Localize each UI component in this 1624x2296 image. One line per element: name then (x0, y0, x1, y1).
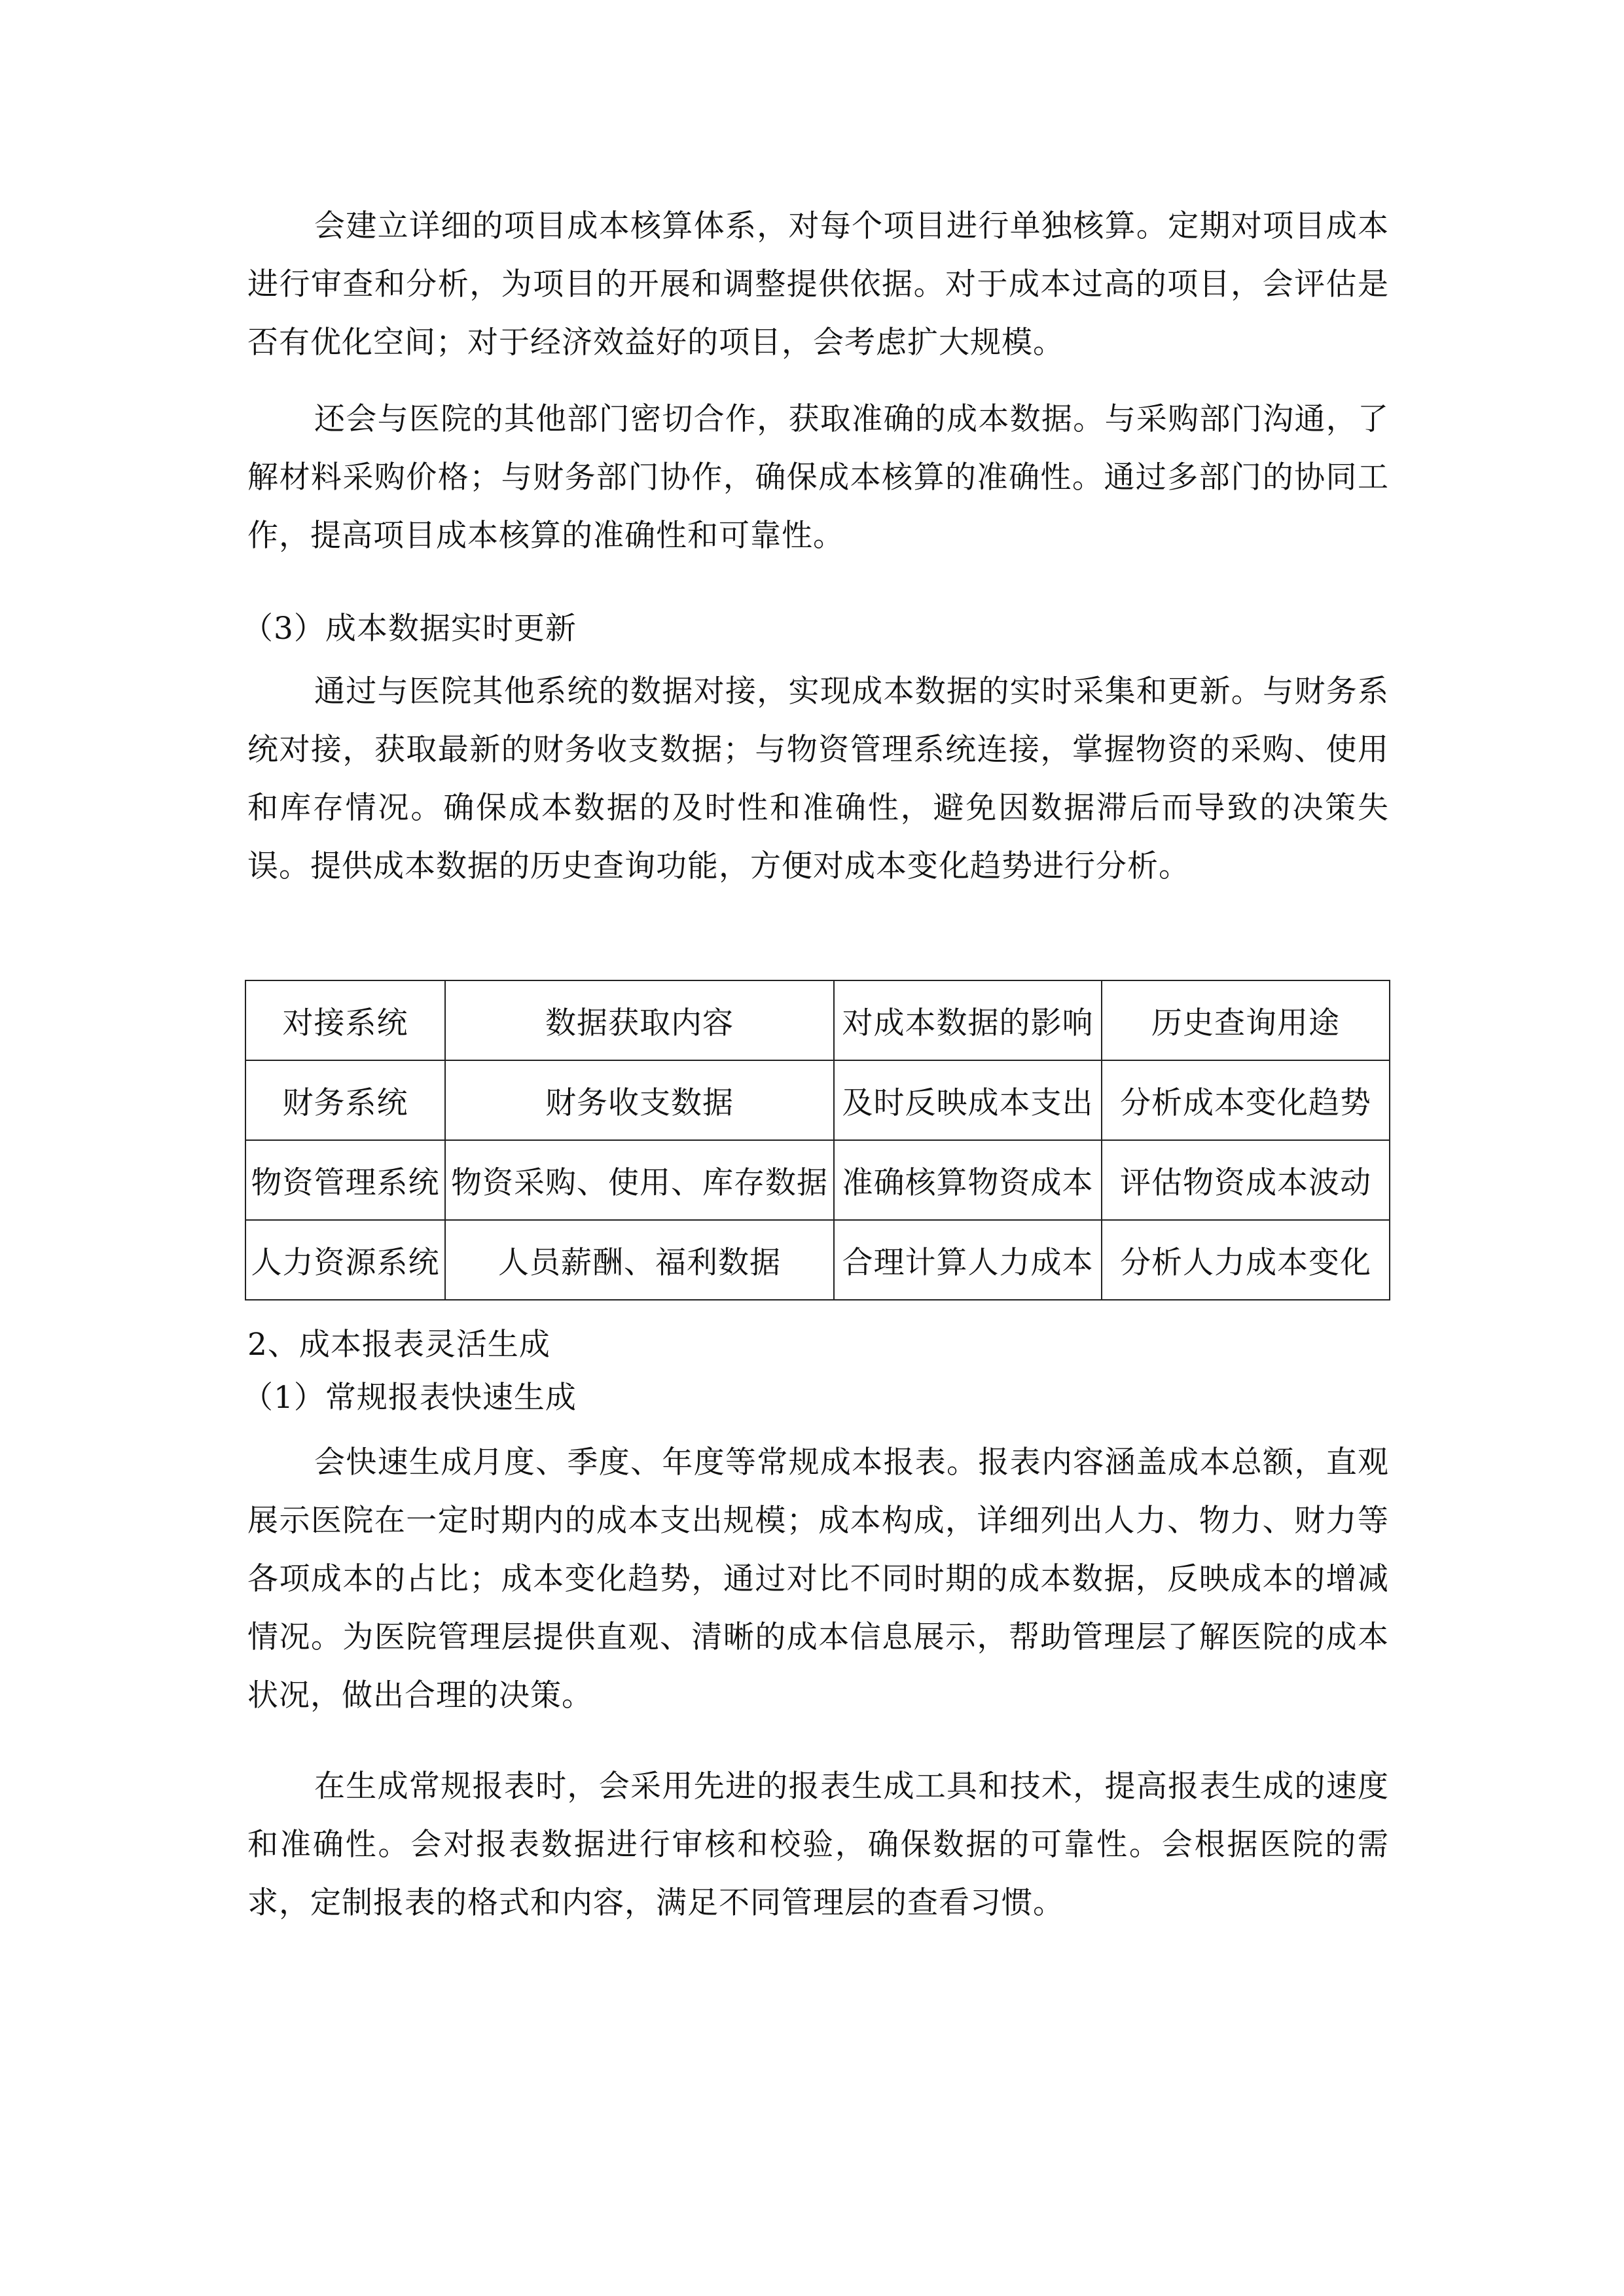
table-header-cell: 对接系统 (245, 980, 445, 1060)
table-cell: 及时反映成本支出 (834, 1060, 1102, 1140)
table-header-cell: 对成本数据的影响 (834, 980, 1102, 1060)
table-cell: 人员薪酬、福利数据 (445, 1220, 834, 1300)
integration-table (245, 980, 1390, 1300)
table-header-cell: 历史查询用途 (1102, 980, 1390, 1060)
table-cell: 人力资源系统 (245, 1220, 445, 1300)
paragraph-department-cooperation: 还会与医院的其他部门密切合作，获取准确的成本数据。与采购部门沟通，了解材料采购价格；与财务部门协作，确保成本核算的准确性。通过多部门的协同工作，提高项目成本核算的准确性和可靠性。 (247, 401, 1389, 554)
table-cell: 物资采购、使用、库存数据 (445, 1140, 834, 1220)
paragraph-regular-reports: 会快速生成月度、季度、年度等常规成本报表。报表内容涵盖成本总额，直观展示医院在一定时期内的成本支出规模；成本构成，详细列出人力、物力、财力等各项成本的占比；成本变化趋势，通过对比不同时期的成本数据，反映成本的增减情况。为医院管理层提供直观、清晰的成本信息展示，帮助管理层了解医院的成本状况，做出合理的决策。 (247, 1444, 1389, 1713)
paragraph-realtime-update: 通过与医院其他系统的数据对接，实现成本数据的实时采集和更新。与财务系统对接，获取最新的财务收支数据；与物资管理系统连接，掌握物资的采购、使用和库存情况。确保成本数据的及时性和准确性，避免因数据滞后而导致的决策失误。提供成本数据的历史查询功能，方便对成本变化趋势进行分析。 (247, 673, 1389, 884)
table-header-cell: 数据获取内容 (445, 980, 834, 1060)
paragraph-project-cost-accounting: 会建立详细的项目成本核算体系，对每个项目进行单独核算。定期对项目成本进行审查和分析，为项目的开展和调整提供依据。对于成本过高的项目，会评估是否有优化空间；对于经济效益好的项目，会考虑扩大规模。 (247, 208, 1389, 361)
heading-realtime-update: （3）成本数据实时更新 (242, 611, 577, 647)
table-row (245, 1140, 1390, 1220)
table-row (245, 1060, 1390, 1140)
table-cell: 分析人力成本变化 (1102, 1220, 1390, 1300)
table-header-row (245, 980, 1390, 1060)
table-cell: 物资管理系统 (245, 1140, 445, 1220)
table-cell: 财务系统 (245, 1060, 445, 1140)
table-cell: 财务收支数据 (445, 1060, 834, 1140)
paragraph-report-tools: 在生成常规报表时，会采用先进的报表生成工具和技术，提高报表生成的速度和准确性。会对报表数据进行审核和校验，确保数据的可靠性。会根据医院的需求，定制报表的格式和内容，满足不同管理层的查看习惯。 (247, 1768, 1389, 1921)
table-row (245, 1220, 1390, 1300)
table-cell: 分析成本变化趋势 (1102, 1060, 1390, 1140)
heading-regular-reports: （1）常规报表快速生成 (242, 1380, 577, 1416)
table-cell: 合理计算人力成本 (834, 1220, 1102, 1300)
table-cell: 评估物资成本波动 (1102, 1140, 1390, 1220)
system-integration-table (245, 980, 1389, 1300)
table-cell: 准确核算物资成本 (834, 1140, 1102, 1220)
heading-report-generation: 2、成本报表灵活生成 (247, 1327, 550, 1363)
